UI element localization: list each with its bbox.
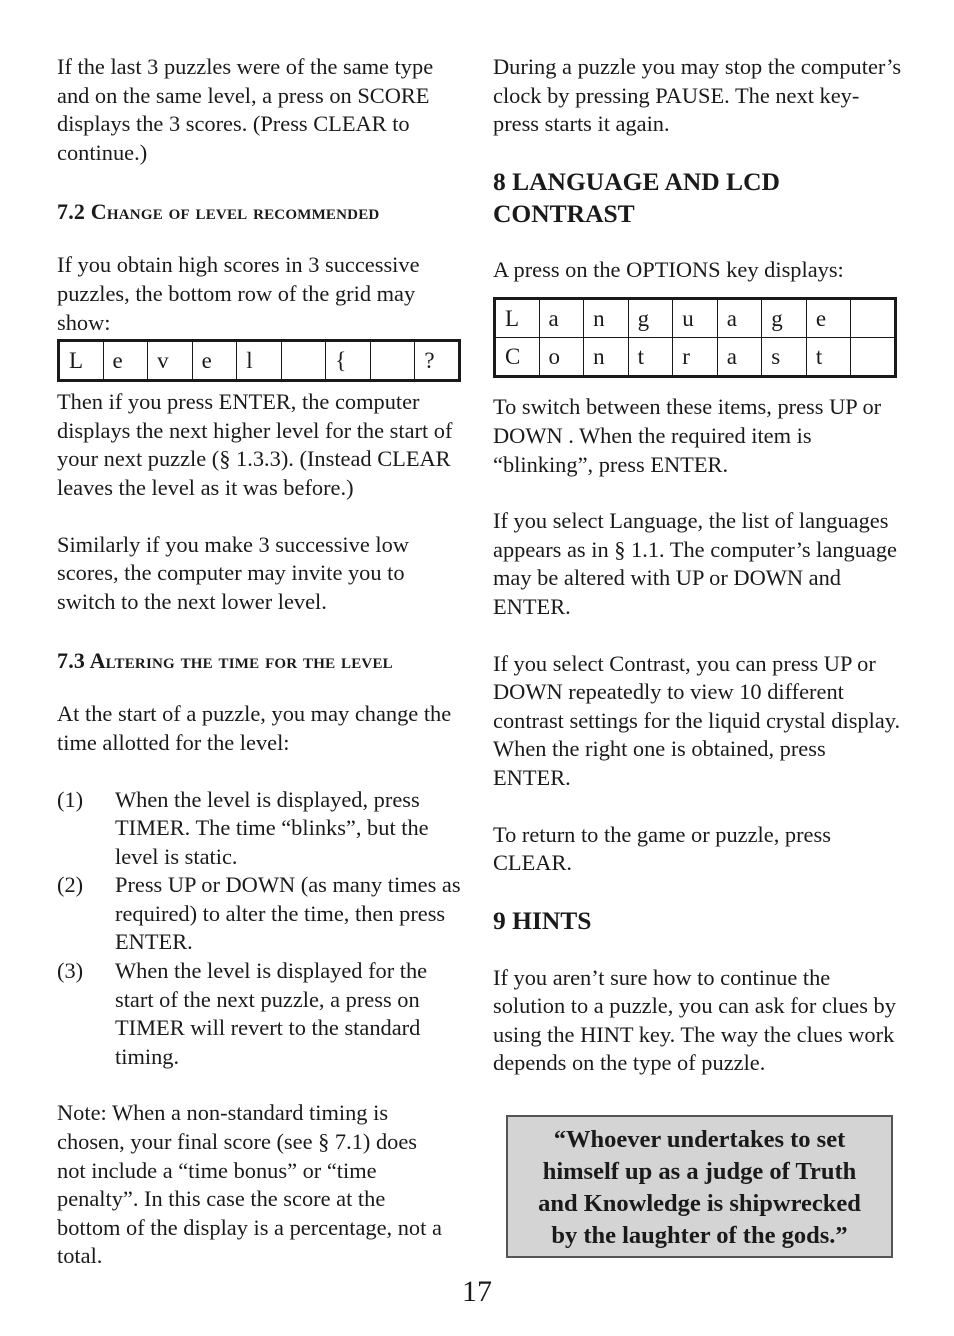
right-column bbox=[493, 53, 903, 1078]
quote-line: himself up as a judge of Truth bbox=[542, 1158, 857, 1185]
language-paragraph: If you select Language, the list of languages appears as in § 1.1. The computer’s language may be altered with UP or DOWN and ENTER. bbox=[493, 508, 897, 619]
lcd-cell: v bbox=[148, 341, 193, 381]
lcd-cell bbox=[281, 341, 326, 381]
contrast-paragraph: If you select Contrast, you can press UP or DOWN repeatedly to view 10 different contrast settings for the liquid crystal display. When the right one is obtained, press ENTER. bbox=[493, 650, 901, 790]
lcd-cell: a bbox=[717, 299, 762, 338]
lcd-cell: a bbox=[717, 338, 762, 377]
lcd-cell: g bbox=[628, 299, 673, 338]
lcd-cell: t bbox=[806, 338, 851, 377]
lcd-cell: e bbox=[192, 341, 237, 381]
list-item bbox=[57, 871, 467, 957]
lcd-cell: n bbox=[584, 299, 629, 338]
lcd-cell: C bbox=[495, 338, 540, 377]
change-time-paragraph: At the start of a puzzle, you may change the time allotted for the level: bbox=[57, 701, 452, 755]
options-key-paragraph: A press on the OPTIONS key displays: bbox=[493, 256, 844, 282]
list-item-text: When the level is displayed for the start of the next puzzle, a press on TIMER will revert to the standard timing. bbox=[115, 958, 428, 1069]
lcd-cell: { bbox=[326, 341, 371, 381]
lcd-cell: a bbox=[539, 299, 584, 338]
lcd-cell: u bbox=[673, 299, 718, 338]
list-item-number: (3) bbox=[57, 958, 84, 984]
options-grid-row-contrast bbox=[495, 338, 896, 377]
quote-line: and Knowledge is shipwrecked bbox=[538, 1190, 861, 1217]
enter-next-level-paragraph: Then if you press ENTER, the computer displays the next higher level for the start of your next puzzle (§ 1.3.3). (Instead CLEAR leaves the level as it was before.) bbox=[57, 389, 453, 500]
lcd-cell: r bbox=[673, 338, 718, 377]
lcd-cell bbox=[851, 338, 896, 377]
lcd-cell: s bbox=[762, 338, 807, 377]
lcd-cell: g bbox=[762, 299, 807, 338]
lcd-cell: L bbox=[59, 341, 104, 381]
return-paragraph: To return to the game or puzzle, press CLEAR. bbox=[493, 821, 831, 876]
options-grid bbox=[493, 297, 897, 378]
page-number: 17 bbox=[462, 1275, 492, 1308]
hints-paragraph: If you aren’t sure how to continue the solution to a puzzle, you can ask for clues by using the HINT key. The way the clues work depends on the type of puzzle. bbox=[493, 964, 896, 1076]
lcd-cell: e bbox=[806, 299, 851, 338]
lcd-cell bbox=[851, 299, 896, 338]
level-grid bbox=[57, 339, 461, 382]
list-item bbox=[57, 786, 467, 872]
level-grid-row bbox=[59, 341, 460, 381]
timing-note-paragraph: Note: When a non-standard timing is chosen, your final score (see § 7.1) does not include a “time bonus” or “time penalty”. In this case the score at the bottom of the display is a percentage, not a total. bbox=[57, 1100, 442, 1269]
lcd-cell: o bbox=[539, 338, 584, 377]
lcd-cell: l bbox=[237, 341, 282, 381]
section-7-2-heading: 7.2 Change of level recommended bbox=[57, 199, 380, 225]
high-scores-paragraph: If you obtain high scores in 3 successive puzzles, the bottom row of the grid may show: bbox=[57, 252, 420, 335]
options-grid-row-language bbox=[495, 299, 896, 338]
pause-paragraph: During a puzzle you may stop the computer’s clock by pressing PAUSE. The next key-press starts it again. bbox=[493, 54, 902, 137]
lcd-cell: n bbox=[584, 338, 629, 377]
quote-box bbox=[506, 1115, 893, 1258]
list-item bbox=[57, 957, 467, 1071]
list-item-text: Press UP or DOWN (as many times as required) to alter the time, then press ENTER. bbox=[115, 872, 461, 955]
section-9-heading: 9 HINTS bbox=[493, 905, 592, 935]
score-paragraph: If the last 3 puzzles were of the same type and on the same level, a press on SCORE displays the 3 scores. (Press CLEAR to continue.) bbox=[57, 54, 434, 165]
list-item-number: (2) bbox=[57, 872, 84, 898]
lcd-cell: ? bbox=[415, 341, 460, 381]
switch-items-paragraph: To switch between these items, press UP or DOWN . When the required item is “blinking”, press ENTER. bbox=[493, 394, 882, 477]
section-8-heading: 8 LANGUAGE AND LCD CONTRAST bbox=[493, 166, 780, 228]
timer-steps-list bbox=[57, 786, 467, 1072]
list-item-number: (1) bbox=[57, 786, 84, 812]
quote-line: by the laughter of the gods.” bbox=[551, 1222, 848, 1249]
lcd-cell bbox=[370, 341, 415, 381]
quote-line: “Whoever undertakes to set bbox=[553, 1126, 846, 1153]
low-scores-paragraph: Similarly if you make 3 successive low scores, the computer may invite you to switch to the next lower level. bbox=[57, 531, 409, 614]
lcd-cell: e bbox=[103, 341, 148, 381]
left-column bbox=[57, 53, 467, 1271]
list-item-text: When the level is displayed, press TIMER. The time “blinks”, but the level is static. bbox=[115, 786, 429, 869]
lcd-cell: L bbox=[495, 299, 540, 338]
section-7-3-heading: 7.3 Altering the time for the level bbox=[57, 648, 393, 674]
lcd-cell: t bbox=[628, 338, 673, 377]
